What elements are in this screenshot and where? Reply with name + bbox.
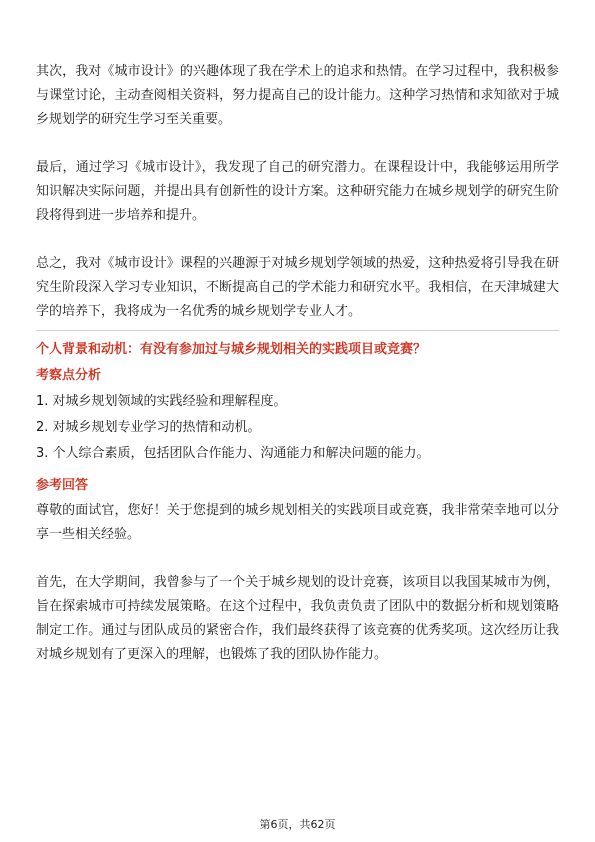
analysis-item-2: 2. 对城乡规划专业学习的热情和动机。	[36, 420, 261, 435]
answer-title: 参考回答	[36, 478, 89, 493]
analysis-title: 考察点分析	[36, 368, 102, 383]
document-body	[36, 60, 559, 667]
analysis-item-3: 3. 个人综合素质，包括团队合作能力、沟通能力和解决问题的能力。	[36, 446, 430, 461]
intro-paragraph-3: 总之，我对《城市设计》课程的兴趣源于对城乡规划学领域的热爱，这种热爱将引导我在研究生阶段深入学习专业知识，不断提高自己的学术能力和研究水平。我相信，在天津城建大学的培养下，我将成为一名优秀的城乡规划学专业人才。	[36, 256, 559, 319]
intro-paragraph-2: 最后，通过学习《城市设计》，我发现了自己的研究潜力。在课程设计中，我能够运用所学知识解决实际问题，并提出具有创新性的设计方案。这种研究能力在城乡规划学的研究生阶段将得到进一步培养和提升。	[36, 160, 559, 223]
question-heading: 个人背景和动机：有没有参加过与城乡规划相关的实践项目或竞赛？	[36, 342, 427, 357]
page-number: 第6页，共62页	[259, 818, 336, 831]
intro-paragraph-1: 其次，我对《城市设计》的兴趣体现了我在学术上的追求和热情。在学习过程中，我积极参与课堂讨论，主动查阅相关资料，努力提高自己的设计能力。这种学习热情和求知欲对于城乡规划学的研究生学习至关重要。	[36, 64, 559, 127]
answer-paragraph-1: 尊敬的面试官，您好！关于您提到的城乡规划相关的实践项目或竞赛，我非常荣幸地可以分享一些相关经验。	[36, 503, 559, 542]
answer-paragraph-2: 首先，在大学期间，我曾参与了一个关于城乡规划的设计竞赛，该项目以我国某城市为例，旨在探索城市可持续发展策略。在这个过程中，我负责负责了团队中的数据分析和规划策略制定工作。通过与团队成员的紧密合作，我们最终获得了该竞赛的优秀奖项。这次经历让我对城乡规划有了更深入的理解，也锻炼了我的团队协作能力。	[36, 575, 559, 662]
analysis-item-1: 1. 对城乡规划领域的实践经验和理解程度。	[36, 394, 287, 409]
section-divider	[36, 330, 559, 331]
